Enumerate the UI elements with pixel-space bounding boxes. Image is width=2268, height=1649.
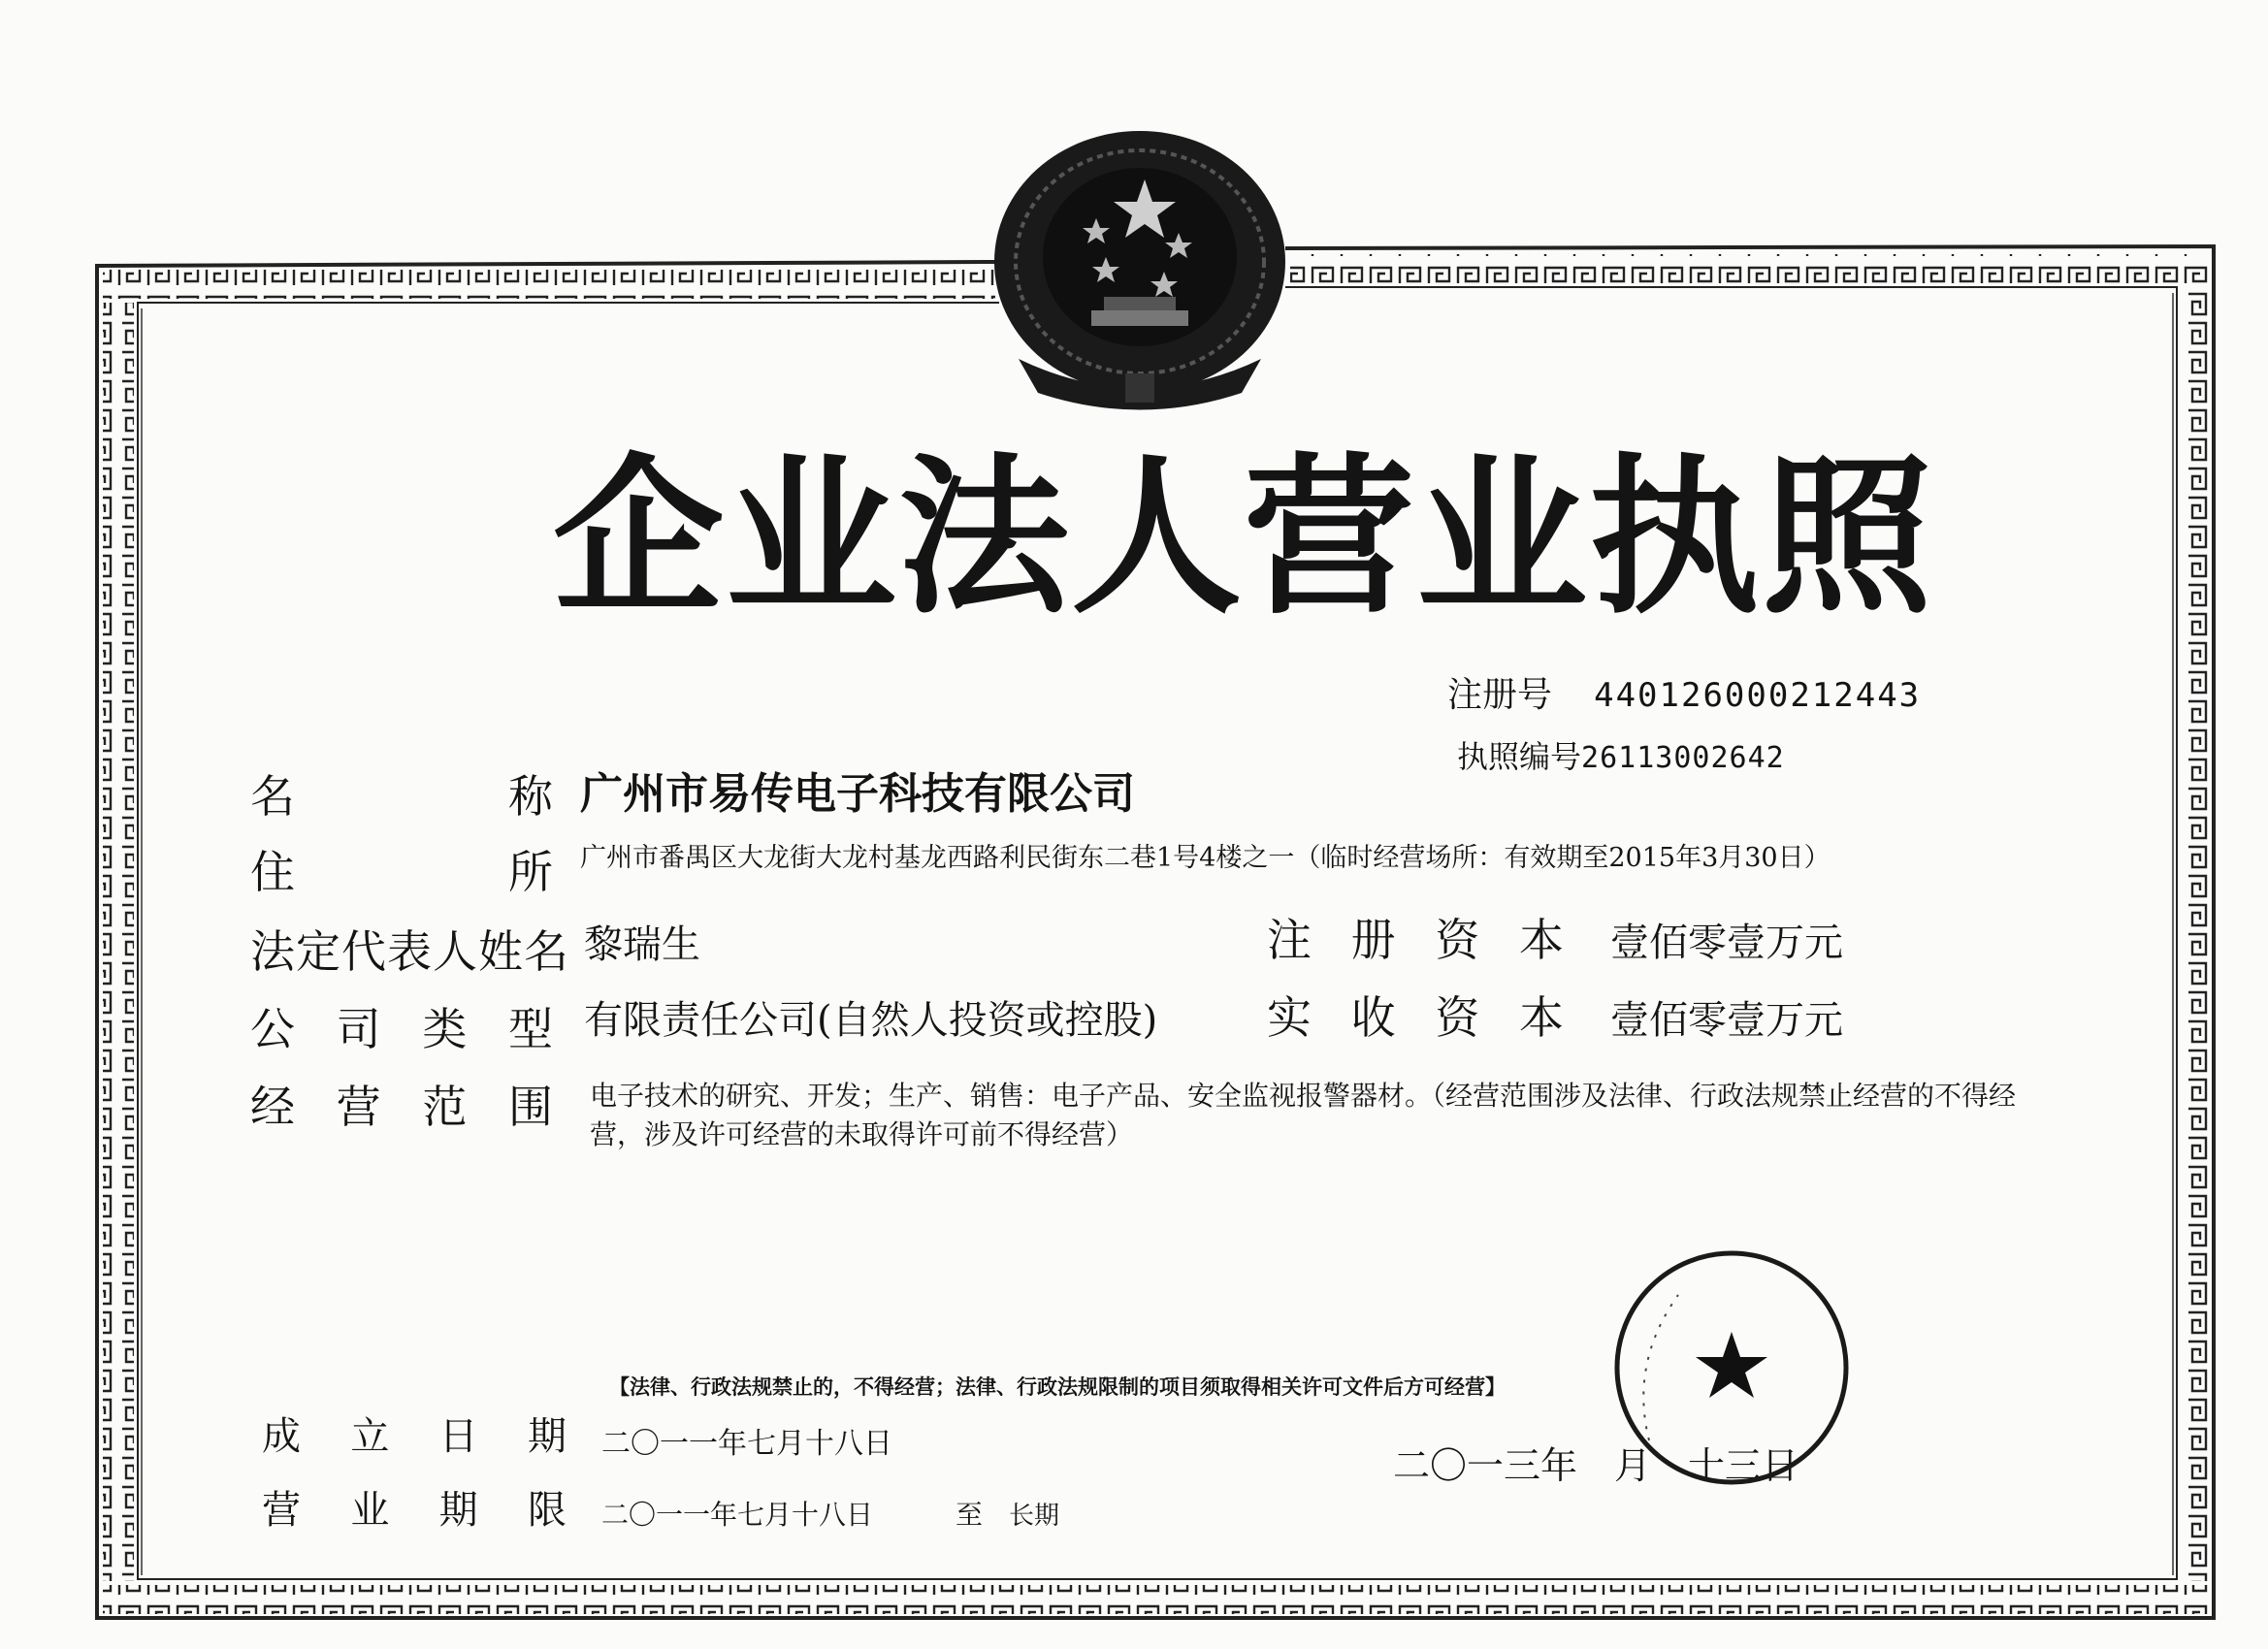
business-term-label: 营 业 期 限 — [262, 1488, 567, 1533]
issue-date: 二〇一三年 月 十三日 — [1393, 1444, 1799, 1487]
business-scope-label: 经 营 范 围 — [250, 1081, 553, 1133]
company-type-label: 公 司 类 型 — [250, 1003, 553, 1055]
name-label: 名 称 — [250, 770, 553, 823]
legal-representative-label: 法定代表人姓名 — [250, 925, 569, 978]
registration-number-label: 注册号 — [1447, 675, 1553, 715]
company-type-value: 有限责任公司(自然人投资或控股) — [584, 998, 1158, 1043]
business-term-start: 二〇一一年七月十八日 — [601, 1499, 874, 1531]
business-scope-value: 电子技术的研究、开发；生产、销售：电子产品、安全监视报警器材。（经营范围涉及法律、行政法规禁止经营的不得经营，涉及许可经营的未取得许可前不得经营） — [590, 1080, 2017, 1150]
license-number-row — [1457, 732, 1785, 777]
registration-number-row — [1447, 667, 1921, 717]
document-title: 企业法人营业执照 — [553, 438, 1935, 637]
paid-in-capital-value: 壹佰零壹万元 — [1610, 998, 1843, 1043]
established-date-value: 二〇一一年七月十八日 — [601, 1427, 892, 1461]
business-term-end: 长期 — [1009, 1502, 1060, 1531]
address-value: 广州市番禺区大龙街大龙村基龙西路利民街东二巷1号4楼之一（临时经营场所：有效期至2015年3月30日） — [580, 843, 1831, 873]
business-term-to: 至 — [956, 1499, 984, 1531]
established-date-label: 成 立 日 期 — [262, 1414, 567, 1459]
license-number-label: 执照编号 — [1457, 738, 1582, 775]
national-emblem — [980, 126, 1300, 417]
registered-capital-label: 注 册 资 本 — [1267, 914, 1564, 966]
legal-representative-value: 黎瑞生 — [584, 922, 700, 967]
official-seal — [1610, 1246, 1853, 1489]
legal-notice: 【法律、行政法规禁止的，不得经营；法律、行政法规限制的项目须取得相关许可文件后方可经营】 — [609, 1375, 1506, 1399]
registered-capital-value: 壹佰零壹万元 — [1610, 921, 1843, 965]
company-name-value: 广州市易传电子科技有限公司 — [580, 769, 1135, 819]
paid-in-capital-label: 实 收 资 本 — [1267, 991, 1564, 1044]
registration-number-value: 440126000212443 — [1594, 676, 1922, 715]
address-label: 住 所 — [250, 846, 553, 898]
license-number-value: 26113002642 — [1581, 741, 1785, 775]
